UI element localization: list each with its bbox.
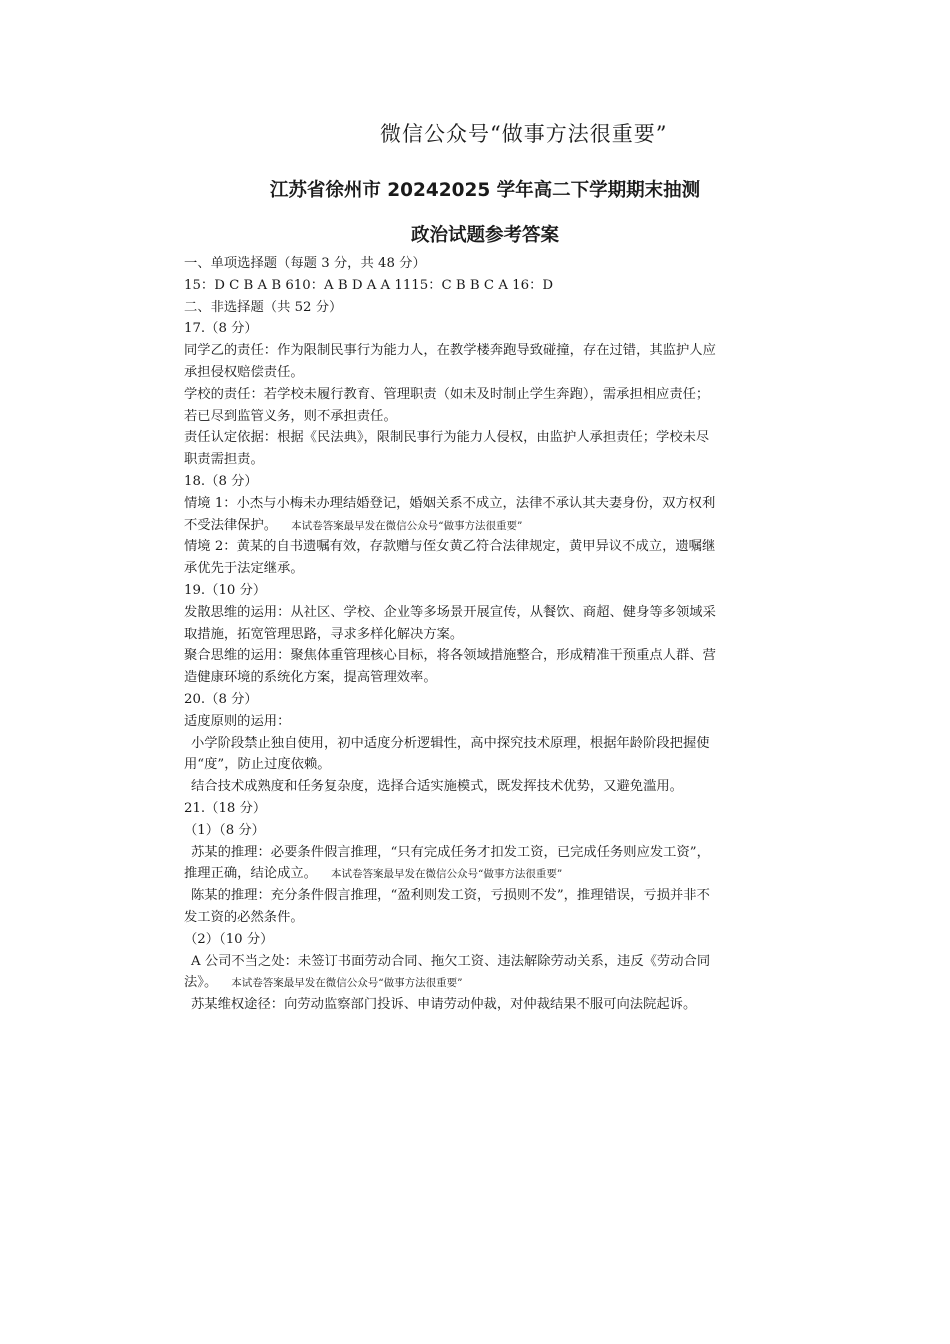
text-line: A 公司不当之处：未签订书面劳动合同、拖欠工资、违法解除劳动关系，违反《劳动合同 [191, 953, 711, 969]
text-segment: 不受法律保护。 [184, 517, 278, 533]
promo-note: 本试卷答案最早发在微信公众号“做事方法很重要” [231, 977, 463, 990]
text-line: 用“度”，防止过度依赖。 [184, 757, 331, 773]
question-18-heading: 18.（8 分） [184, 473, 258, 489]
text-line: 苏某维权途径：向劳动监察部门投诉、申请劳动仲裁，对仲裁结果不服可向法院起诉。 [191, 997, 697, 1013]
subquestion-1-heading: （1）（8 分） [184, 822, 265, 838]
watermark-header: 微信公众号“做事方法很重要” [380, 122, 668, 146]
text-segment: 推理正确，结论成立。 [184, 866, 317, 882]
text-line: 结合技术成熟度和任务复杂度，选择合适实施模式，既发挥技术优势，又避免滥用。 [191, 779, 683, 795]
choice-answers: 15：D C B A B 610：A B D A A 1115：C B B C A 16：D [184, 277, 554, 293]
text-line: 陈某的推理：充分条件假言推理，“盈利则发工资，亏损则不发”，推理错误，亏损并非不 [191, 888, 710, 904]
promo-note: 本试卷答案最早发在微信公众号“做事方法很重要” [330, 868, 563, 881]
text-line: 承担侵权赔偿责任。 [184, 364, 304, 380]
text-segment: 法》。 [184, 975, 218, 991]
text-line: 情境 2：黄某的自书遗嘱有效，存款赠与侄女黄乙符合法律规定，黄甲异议不成立，遗嘱继 [184, 539, 716, 555]
text-line: 情境 1：小杰与小梅未办理结婚登记，婚姻关系不成立，法律不承认其夫妻身份，双方权利 [184, 495, 716, 511]
document-title: 江苏省徐州市 20242025 学年高二下学期期末抽测 [269, 180, 701, 201]
section-heading-nonchoice: 二、非选择题（共 52 分） [184, 299, 343, 315]
text-line: 苏某的推理：必要条件假言推理，“只有完成任务才扣发工资，已完成任务则应发工资”， [191, 844, 710, 860]
question-17-heading: 17.（8 分） [184, 321, 258, 337]
question-19-heading: 19.（10 分） [184, 582, 267, 598]
text-line: 适度原则的运用： [184, 713, 291, 729]
text-line: 承优先于法定继承。 [184, 561, 304, 577]
text-line-with-note [184, 863, 772, 885]
text-line: 造健康环境的系统化方案，提高管理效率。 [184, 670, 437, 686]
text-line: 取措施，拓宽管理思路，寻求多样化解决方案。 [184, 626, 464, 642]
promo-note: 本试卷答案最早发在微信公众号“做事方法很重要” [291, 519, 523, 532]
text-line: 同学乙的责任：作为限制民事行为能力人，在教学楼奔跑导致碰撞，存在过错，其监护人应 [184, 343, 716, 359]
text-line: 发散思维的运用：从社区、学校、企业等多场景开展宣传，从餐饮、商超、健身等多领域采 [184, 604, 716, 620]
text-line-with-note [184, 515, 772, 537]
question-21-heading: 21.（18 分） [184, 800, 267, 816]
text-line: 若已尽到监管义务，则不承担责任。 [184, 408, 397, 424]
subquestion-2-heading: （2）（10 分） [184, 931, 274, 947]
text-line: 责任认定依据：根据《民法典》，限制民事行为能力人侵权，由监护人承担责任；学校未尽 [184, 430, 710, 446]
text-line: 聚合思维的运用：聚焦体重管理核心目标，将各领域措施整合，形成精准干预重点人群、营 [184, 648, 716, 664]
text-line-with-note [184, 972, 772, 994]
answer-content [184, 253, 772, 1016]
text-line: 小学阶段禁止独自使用，初中适度分析逻辑性，高中探究技术原理，根据年龄阶段把握使 [191, 735, 710, 751]
text-line: 发工资的必然条件。 [184, 909, 304, 925]
question-20-heading: 20.（8 分） [184, 691, 258, 707]
section-heading-choice: 一、单项选择题（每题 3 分，共 48 分） [184, 256, 426, 271]
document-subtitle: 政治试题参考答案 [410, 225, 559, 246]
text-line: 职责需担责。 [184, 452, 264, 468]
text-line: 学校的责任：若学校未履行教育、管理职责（如未及时制止学生奔跑），需承担相应责任； [184, 386, 710, 402]
